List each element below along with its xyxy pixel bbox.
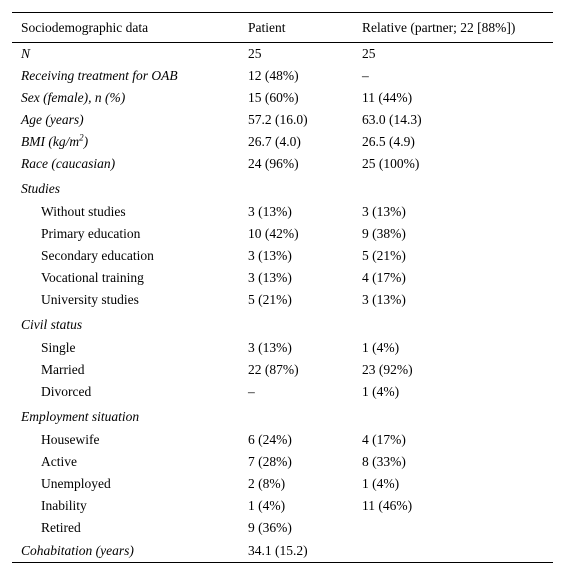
relative-value: 8 (33%) — [362, 454, 406, 469]
row-label-text: Active — [41, 454, 77, 469]
relative-value: 11 (44%) — [362, 90, 413, 105]
patient-value: 24 (96%) — [248, 156, 299, 171]
sociodemographic-table — [12, 12, 553, 563]
row-label-suffix: ) — [83, 134, 89, 149]
row-label-text: Inability — [41, 498, 87, 513]
row-label — [12, 131, 240, 153]
table-row — [12, 539, 553, 563]
relative-value — [354, 175, 553, 201]
patient-value: 12 (48%) — [248, 68, 299, 83]
relative-value: 23 (92%) — [362, 362, 413, 377]
row-label-text: Vocational training — [41, 270, 144, 285]
row-label — [12, 539, 240, 563]
patient-value: 3 (13%) — [248, 204, 292, 219]
table-row — [12, 495, 553, 517]
relative-value: 4 (17%) — [362, 270, 406, 285]
row-label-text: Retired — [41, 520, 81, 535]
row-label — [12, 403, 240, 429]
row-label — [12, 109, 240, 131]
row-label-text: Race (caucasian) — [21, 156, 116, 171]
table-section-row — [12, 311, 553, 337]
table-row — [12, 517, 553, 539]
table-row — [12, 153, 553, 175]
patient-value: 10 (42%) — [248, 226, 299, 241]
row-label — [12, 223, 240, 245]
patient-value — [240, 403, 354, 429]
row-label — [12, 153, 240, 175]
relative-value: 11 (46%) — [362, 498, 413, 513]
relative-value: 1 (4%) — [362, 476, 400, 491]
row-label — [12, 337, 240, 359]
row-label-text: University studies — [41, 292, 139, 307]
row-label — [12, 495, 240, 517]
patient-value — [240, 175, 354, 201]
row-label-text: Age (years) — [21, 112, 84, 127]
sociodemographic-table-container — [12, 12, 553, 563]
row-label — [12, 429, 240, 451]
patient-value: 15 (60%) — [248, 90, 299, 105]
row-label-text: Civil status — [21, 317, 83, 332]
patient-value: 2 (8%) — [248, 476, 286, 491]
table-row — [12, 245, 553, 267]
patient-value: 1 (4%) — [248, 498, 286, 513]
row-label-text: Single — [41, 340, 76, 355]
relative-value: – — [362, 68, 369, 83]
table-row — [12, 109, 553, 131]
table-row — [12, 267, 553, 289]
relative-value: 1 (4%) — [362, 384, 400, 399]
table-header — [12, 13, 553, 43]
table-row — [12, 131, 553, 153]
patient-value: 34.1 (15.2) — [240, 539, 354, 563]
header-row — [12, 13, 553, 43]
table-row — [12, 201, 553, 223]
row-label — [12, 381, 240, 403]
row-label-text: Studies — [21, 181, 60, 196]
table-row — [12, 87, 553, 109]
relative-value: 63.0 (14.3) — [362, 112, 422, 127]
row-label-text: Married — [41, 362, 85, 377]
row-label-text: N — [21, 46, 31, 61]
relative-value: 4 (17%) — [362, 432, 406, 447]
row-label-text: Cohabitation (years) — [21, 542, 134, 558]
row-label-text: Primary education — [41, 226, 141, 241]
table-row — [12, 43, 553, 66]
table-section-row — [12, 403, 553, 429]
table-row — [12, 223, 553, 245]
row-label-text: Sex (female), n (%) — [21, 90, 126, 105]
row-label-text: Housewife — [41, 432, 100, 447]
row-label-text: Secondary education — [41, 248, 154, 263]
row-label — [12, 473, 240, 495]
table-row — [12, 359, 553, 381]
table-section-row — [12, 175, 553, 201]
row-label — [12, 245, 240, 267]
relative-value: 25 — [362, 46, 376, 61]
table-row — [12, 381, 553, 403]
row-label — [12, 359, 240, 381]
patient-value: 9 (36%) — [248, 520, 292, 535]
row-label-text: Without studies — [41, 204, 126, 219]
patient-value: 26.7 (4.0) — [248, 134, 301, 149]
row-label — [12, 65, 240, 87]
row-label-text: Unemployed — [41, 476, 111, 491]
patient-value: 3 (13%) — [248, 270, 292, 285]
row-label — [12, 43, 240, 66]
patient-value: 22 (87%) — [248, 362, 299, 377]
relative-value — [354, 403, 553, 429]
relative-value: 3 (13%) — [362, 292, 406, 307]
relative-value — [354, 517, 553, 539]
header-sociodemographic: Sociodemographic data — [12, 13, 240, 43]
row-label — [12, 451, 240, 473]
table-row — [12, 289, 553, 311]
relative-value: 25 (100%) — [362, 156, 420, 171]
patient-value: 6 (24%) — [248, 432, 292, 447]
table-row — [12, 65, 553, 87]
patient-value: 5 (21%) — [248, 292, 292, 307]
table-row — [12, 337, 553, 359]
patient-value: 57.2 (16.0) — [248, 112, 308, 127]
relative-value: 3 (13%) — [362, 204, 406, 219]
patient-value: 25 — [248, 46, 262, 61]
relative-value: 26.5 (4.9) — [362, 134, 415, 149]
row-label — [12, 289, 240, 311]
row-label — [12, 201, 240, 223]
row-label — [12, 87, 240, 109]
row-label — [12, 517, 240, 539]
patient-value: 3 (13%) — [248, 248, 292, 263]
relative-value: 1 (4%) — [362, 340, 400, 355]
table-row — [12, 429, 553, 451]
table-body — [12, 43, 553, 563]
relative-value: 5 (21%) — [362, 248, 406, 263]
patient-value: 3 (13%) — [248, 340, 292, 355]
row-label-text: Employment situation — [21, 409, 140, 424]
row-label-text: Divorced — [41, 384, 92, 399]
header-patient: Patient — [240, 13, 354, 43]
table-row — [12, 473, 553, 495]
row-label-text: Receiving treatment for OAB — [21, 68, 178, 83]
relative-value: 9 (38%) — [362, 226, 406, 241]
row-label — [12, 311, 240, 337]
row-label — [12, 175, 240, 201]
row-label — [12, 267, 240, 289]
header-relative: Relative (partner; 22 [88%]) — [354, 13, 553, 43]
row-label-text: BMI (kg/m — [21, 134, 80, 149]
table-row — [12, 451, 553, 473]
patient-value: 7 (28%) — [248, 454, 292, 469]
patient-value — [240, 311, 354, 337]
patient-value: – — [248, 384, 255, 399]
relative-value — [354, 311, 553, 337]
relative-value — [354, 539, 553, 563]
row-label-superscript: 2 — [79, 132, 84, 143]
